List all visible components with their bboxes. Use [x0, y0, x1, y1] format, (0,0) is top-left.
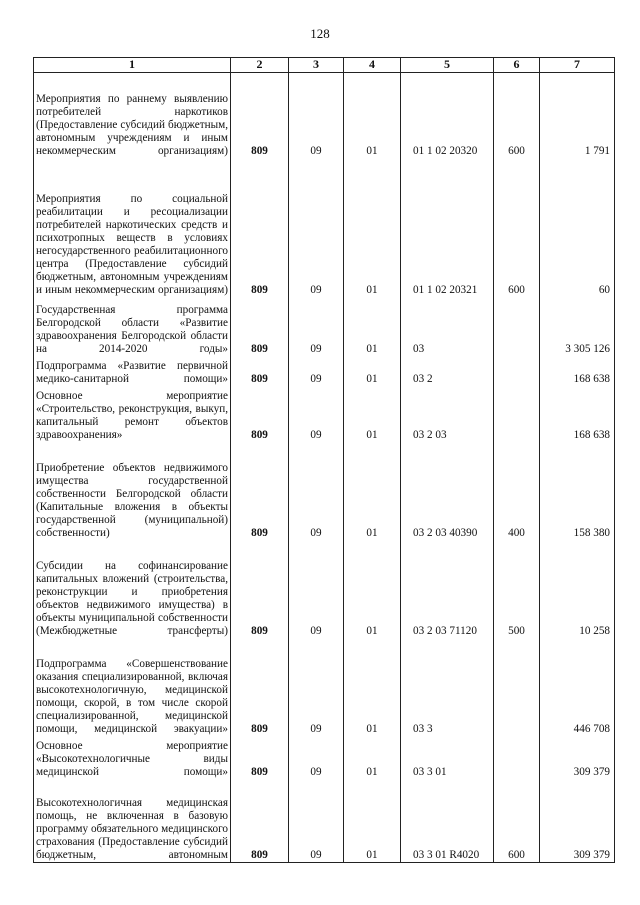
- row-target-code: 01 1 02 20321: [401, 159, 494, 298]
- row-section: 09: [289, 387, 344, 443]
- row-description: Высокотехнологичная медицинская помощь, не включенная в базовую программу обязательного медицинского страхования (Предоставление субсидий бюджетным, автономным: [34, 780, 231, 863]
- table-row: [34, 387, 615, 443]
- row-subsection: 01: [344, 73, 401, 159]
- table-row: [34, 357, 615, 387]
- row-subsection: 01: [344, 357, 401, 387]
- table-row: [34, 639, 615, 737]
- col-header-6: 6: [494, 58, 540, 73]
- row-subsection: 01: [344, 443, 401, 541]
- row-amount: 168 638: [540, 357, 615, 387]
- row-amount: 309 379: [540, 780, 615, 863]
- row-subsection: 01: [344, 387, 401, 443]
- row-description: Государственная программа Белгородской области «Развитие здравоохранения Белгородской области на 2014-2020 годы»: [34, 298, 231, 357]
- row-ved: 809: [231, 443, 289, 541]
- col-header-2: 2: [231, 58, 289, 73]
- row-target-code: 03 3: [401, 639, 494, 737]
- row-expense-type: 600: [494, 73, 540, 159]
- row-subsection: 01: [344, 298, 401, 357]
- page-number: 128: [310, 26, 330, 41]
- row-expense-type: [494, 387, 540, 443]
- row-amount: 3 305 126: [540, 298, 615, 357]
- row-ved: 809: [231, 737, 289, 780]
- row-section: 09: [289, 541, 344, 639]
- row-target-code: 03 2 03 40390: [401, 443, 494, 541]
- row-amount: 60: [540, 159, 615, 298]
- row-ved: 809: [231, 73, 289, 159]
- row-ved: 809: [231, 387, 289, 443]
- budget-table: [33, 57, 615, 863]
- row-ved: 809: [231, 298, 289, 357]
- row-amount: 158 380: [540, 443, 615, 541]
- row-subsection: 01: [344, 639, 401, 737]
- row-section: 09: [289, 357, 344, 387]
- row-target-code: 03 3 01 R4020: [401, 780, 494, 863]
- row-expense-type: 600: [494, 780, 540, 863]
- row-amount: 309 379: [540, 737, 615, 780]
- table-row: [34, 541, 615, 639]
- row-expense-type: [494, 357, 540, 387]
- table-row: [34, 737, 615, 780]
- row-target-code: 01 1 02 20320: [401, 73, 494, 159]
- row-ved: 809: [231, 357, 289, 387]
- row-expense-type: [494, 298, 540, 357]
- row-subsection: 01: [344, 541, 401, 639]
- row-description: Мероприятия по социальной реабилитации и ресоциализации потребителей наркотических средств и психотропных веществ в условиях негосударственного реабилитационного центра (Предоставление субсидий бюджетным, автономным учреждениям и иным некоммерческим организациям): [34, 159, 231, 298]
- col-header-4: 4: [344, 58, 401, 73]
- row-ved: 809: [231, 780, 289, 863]
- row-expense-type: 600: [494, 159, 540, 298]
- row-subsection: 01: [344, 737, 401, 780]
- row-description: Основное мероприятие «Высокотехнологичные виды медицинской помощи»: [34, 737, 231, 780]
- row-section: 09: [289, 159, 344, 298]
- table-row: [34, 73, 615, 159]
- row-expense-type: [494, 737, 540, 780]
- col-header-1: 1: [34, 58, 231, 73]
- row-section: 09: [289, 639, 344, 737]
- row-target-code: 03: [401, 298, 494, 357]
- row-subsection: 01: [344, 159, 401, 298]
- row-target-code: 03 2 03 71120: [401, 541, 494, 639]
- row-amount: 168 638: [540, 387, 615, 443]
- row-section: 09: [289, 298, 344, 357]
- row-section: 09: [289, 780, 344, 863]
- col-header-7: 7: [540, 58, 615, 73]
- row-ved: 809: [231, 541, 289, 639]
- row-target-code: 03 2: [401, 357, 494, 387]
- row-description: Основное мероприятие «Строительство, реконструкция, выкуп, капитальный ремонт объектов здравоохранения»: [34, 387, 231, 443]
- table-row: [34, 159, 615, 298]
- row-section: 09: [289, 737, 344, 780]
- table-row: [34, 780, 615, 863]
- row-section: 09: [289, 73, 344, 159]
- row-ved: 809: [231, 639, 289, 737]
- row-target-code: 03 3 01: [401, 737, 494, 780]
- table-row: [34, 298, 615, 357]
- row-description: Субсидии на софинансирование капитальных вложений (строительства, реконструкции и приобретения объектов недвижимого имущества) в объекты муниципальной собственности (Межбюджетные трансферты): [34, 541, 231, 639]
- row-ved: 809: [231, 159, 289, 298]
- row-section: 09: [289, 443, 344, 541]
- row-description: Мероприятия по раннему выявлению потребителей наркотиков (Предоставление субсидий бюджетным, автономным учреждениям и иным некоммерческим организациям): [34, 73, 231, 159]
- table-header-row: [34, 58, 615, 73]
- row-expense-type: 400: [494, 443, 540, 541]
- table-row: [34, 443, 615, 541]
- row-expense-type: [494, 639, 540, 737]
- row-expense-type: 500: [494, 541, 540, 639]
- row-amount: 10 258: [540, 541, 615, 639]
- col-header-3: 3: [289, 58, 344, 73]
- row-description: Приобретение объектов недвижимого имущества государственной собственности Белгородской области (Капитальные вложения в объекты государственной (муниципальной) собственности): [34, 443, 231, 541]
- row-target-code: 03 2 03: [401, 387, 494, 443]
- col-header-5: 5: [401, 58, 494, 73]
- row-amount: 1 791: [540, 73, 615, 159]
- row-amount: 446 708: [540, 639, 615, 737]
- row-subsection: 01: [344, 780, 401, 863]
- row-description: Подпрограмма «Развитие первичной медико-санитарной помощи»: [34, 357, 231, 387]
- row-description: Подпрограмма «Совершенствование оказания специализированной, включая высокотехнологичную, медицинской помощи, скорой, в том числе скорой специализированной, медицинской помощи, медицинской эвакуации»: [34, 639, 231, 737]
